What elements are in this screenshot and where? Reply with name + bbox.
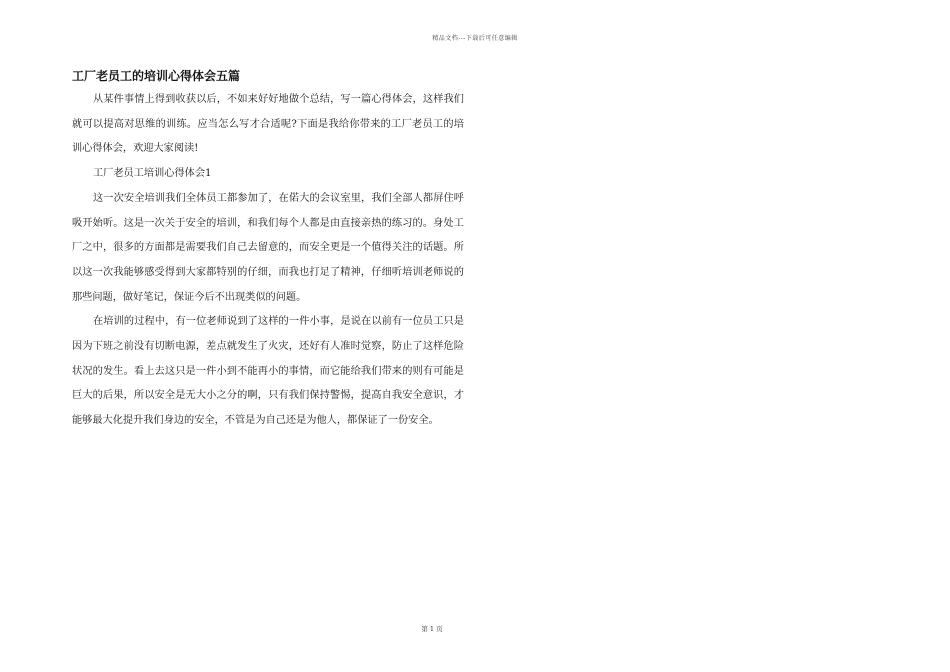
body-paragraph-1: 这一次安全培训我们全体员工都参加了，在偌大的会议室里，我们全部人都屏住呼吸开始听。这是一次关于安全的培训，和我们每个人都是由直接亲热的练习的。身处工厂之中，很多的方面都是需要我们自己去留意的，而安全更是一个值得关注的话题。所以这一次我能够感受得到大家都特别的仔细，而我也打足了精神，仔细听培训老师说的那些问题，做好笔记，保证今后不出现类似的问题。 [72,192,464,303]
page-header: 精品文档---下载后可任意编辑 [432,35,518,42]
document-body [72,88,464,434]
section-heading: 工厂老员工培训心得体会1 [93,168,212,180]
page-number: 第 1 页 [421,625,443,633]
body-paragraph-2: 在培训的过程中，有一位老师说到了这样的一件小事，是说在以前有一位员工只是因为下班之前没有切断电源，差点就发生了火灾，还好有人准时觉察，防止了这样危险状况的发生。看上去这只是一件小到不能再小的事情，而它能给我们带来的则有可能是巨大的后果，所以安全是无大小之分的啊，只有我们保持警惕，提高自我安全意识，才能够最大化提升我们身边的安全，不管是为自己还是为他人，都保证了一份安全。 [72,316,464,427]
intro-paragraph: 从某件事情上得到收获以后，不如来好好地做个总结，写一篇心得体会，这样我们就可以提高对思维的训练。应当怎么写才合适呢?下面是我给你带来的工厂老员工的培训心得体会，欢迎大家阅读! [72,94,464,155]
document-title: 工厂老员工的培训心得体会五篇 [72,69,241,83]
